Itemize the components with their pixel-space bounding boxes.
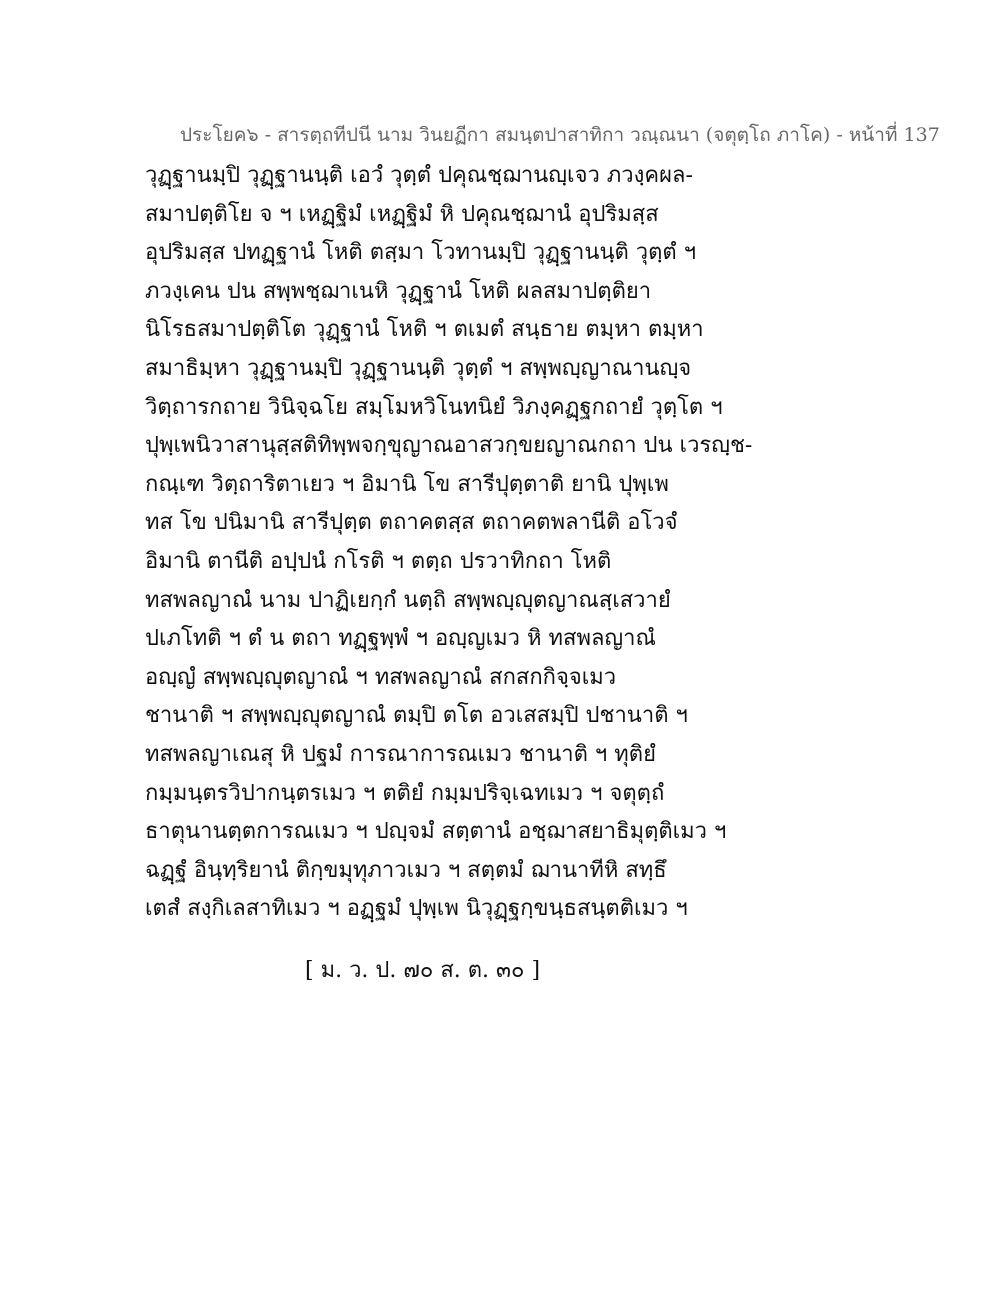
text-line: ภวงฺเคน ปน สพฺพชฺฌาเนหิ วุฏฺฐานํ โหติ ผลสมาปตฺติยา	[145, 278, 652, 304]
text-line: เตสํ สงฺกิเลสาทิเมว ฯ อฏฺฐมํ ปุพฺเพ นิวุฏฺฐกฺขนฺธสนฺตติเมว ฯ	[145, 896, 688, 922]
text-line: ปเภโทติ ฯ ตํ น ตถา ทฏฺฐพฺพํ ฯ อญฺญเมว หิ ทสพลญาณํ	[145, 626, 656, 652]
text-line: สมาปตฺติโย จ ฯ เหฏฺฐิมํ เหฏฺฐิมํ หิ ปคุณชฺฌานํ อุปริมสฺส	[145, 201, 659, 227]
text-line: วิตฺถารกถาย วินิจฺฉโย สมฺโมหวิโนทนิยํ วิภงฺคฏฺฐกถายํ วุตฺโต ฯ	[145, 394, 723, 420]
text-line: กมฺมนฺตรวิปากนฺตรเมว ฯ ตติยํ กมฺมปริจฺเฉทเมว ฯ จตุตฺถํ	[145, 780, 665, 806]
text-line: ชานาติ ฯ สพฺพญฺญุตญาณํ ตมฺปิ ตโต อวเสสมฺปิ ปชานาติ ฯ	[145, 703, 688, 729]
body-text	[145, 157, 865, 929]
reference-citation: [ ม. ว. ป. ๗๐ ส. ต. ๓๐ ]	[305, 958, 541, 983]
text-line: อุปริมสฺส ปทฏฺฐานํ โหติ ตสฺมา โวทานมฺปิ วุฏฺฐานนฺติ วุตฺตํ ฯ	[145, 240, 697, 266]
text-line: กณฺเฑ วิตฺถาริตาเยว ฯ อิมานิ โข สารีปุตฺตาติ ยานิ ปุพฺเพ	[145, 471, 669, 497]
text-line: ทส โข ปนิมานิ สารีปุตฺต ตถาคตสฺส ตถาคตพลานีติ อโวจํ	[145, 510, 678, 536]
text-line: วุฏฺฐานมฺปิ วุฏฺฐานนฺติ เอวํ วุตฺตํ ปคุณชฺฌานญฺเจว ภวงฺคผล-	[145, 163, 693, 188]
text-line: นิโรธสมาปตฺติโต วุฏฺฐานํ โหติ ฯ ตเมตํ สนฺธาย ตมฺหา ตมฺหา	[145, 317, 704, 343]
text-line: อิมานิ ตานีติ อปฺปนํ กโรติ ฯ ตตฺถ ปรวาทิกถา โหติ	[145, 548, 612, 574]
text-line: ทสพลญาณํ นาม ปาฏิเยกฺกํ นตฺถิ สพฺพญฺญุตญาณสฺเสวายํ	[145, 587, 671, 613]
running-header: ประโยค๖ - สารตฺถทีปนี นาม วินยฏีกา สมนฺตปาสาทิกา วณฺณนา (จตุตฺโถ ภาโค) - หน้าที่ 137	[180, 124, 940, 146]
text-line: ปุพฺเพนิวาสานุสฺสติทิพฺพจกฺขุญาณอาสวกฺขยญาณกถา ปน เวรญฺช-	[145, 433, 753, 459]
text-line: สมาธิมฺหา วุฏฺฐานมฺปิ วุฏฺฐานนฺติ วุตฺตํ ฯ สพฺพญฺญาณานญฺจ	[145, 355, 692, 381]
text-line: ทสพลญาเณสุ หิ ปฐมํ การณาการณเมว ชานาติ ฯ ทุติยํ	[145, 741, 656, 767]
text-line: ฉฏฺฐํ อินฺทฺริยานํ ติกฺขมุทุภาวเมว ฯ สตฺตมํ ฌานาทีหิ สทฺธึ	[145, 857, 667, 883]
text-line: อญฺญํ สพฺพญฺญุตญาณํ ฯ ทสพลญาณํ สกสกกิจฺจเมว	[145, 664, 617, 690]
text-line: ธาตุนานตฺตการณเมว ฯ ปญฺจมํ สตฺตานํ อชฺฌาสยาธิมุตฺติเมว ฯ	[145, 819, 727, 845]
